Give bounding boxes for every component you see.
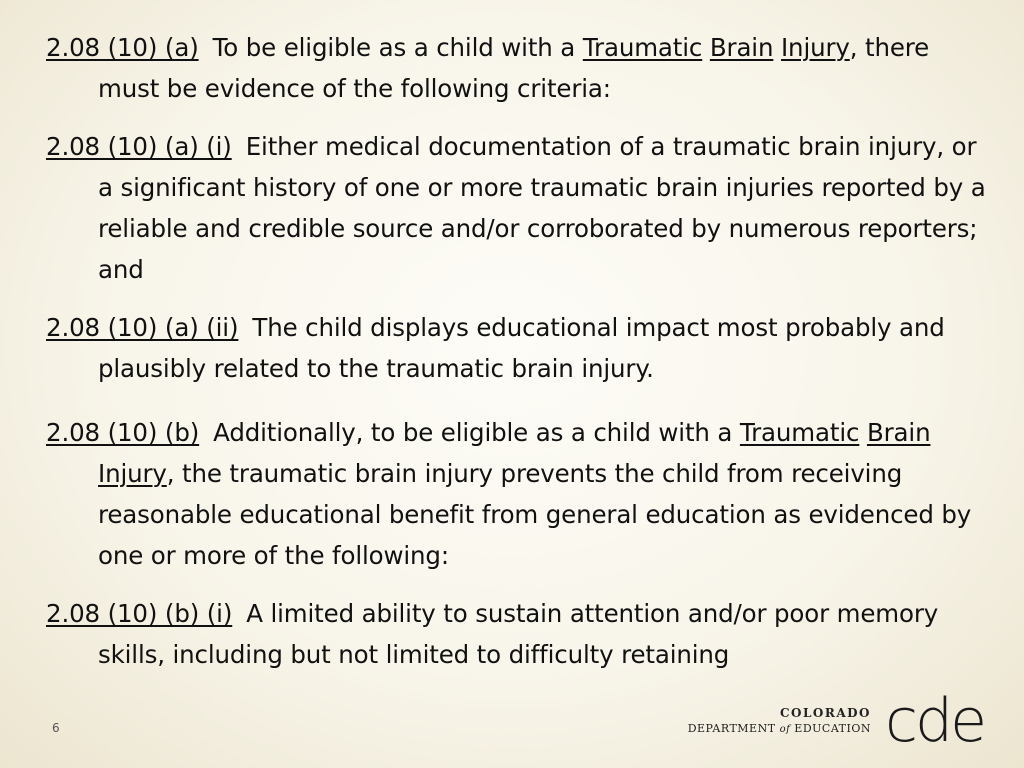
paragraph-text: The child displays educational impact most probably and plausibly related to the traumatic brain injury. — [98, 313, 945, 383]
paragraph-text: Additionally, to be eligible as a child with a — [213, 418, 740, 447]
paragraph-text: To be eligible as a child with a — [212, 33, 583, 62]
paragraph-2-08-10-a — [46, 27, 996, 109]
paragraph-2-08-10-b — [46, 412, 996, 576]
logo-text — [688, 705, 871, 738]
section-ref: 2.08 (10) (a) — [46, 33, 199, 62]
logo-colorado: COLORADO — [779, 705, 871, 720]
paragraph-text: , the traumatic brain injury prevents the child from receiving reasonable educational benefit from general education as evidenced by one or more of the following: — [98, 459, 972, 570]
section-ref: 2.08 (10) (b) (i) — [46, 599, 233, 628]
term-traumatic: Traumatic — [582, 33, 703, 62]
term-brain: Brain — [866, 418, 931, 447]
paragraph-2-08-10-a-i — [46, 126, 996, 290]
paragraph-2-08-10-b-i — [46, 593, 996, 675]
page-number: 6 — [52, 721, 60, 735]
paragraph-2-08-10-a-ii — [46, 307, 996, 389]
slide-body — [46, 27, 996, 692]
term-brain: Brain — [709, 33, 774, 62]
section-ref: 2.08 (10) (a) (ii) — [46, 313, 239, 342]
term-injury: Injury — [98, 459, 167, 488]
cde-logo-mark: cde — [885, 686, 984, 756]
paragraph-text: Either medical documentation of a traumatic brain injury, or a significant history of one or more traumatic brain injuries reported by a reliable and credible source and/or corroborated by numerous reporters; and — [98, 132, 986, 284]
section-ref: 2.08 (10) (a) (i) — [46, 132, 232, 161]
term-traumatic: Traumatic — [739, 418, 860, 447]
section-ref: 2.08 (10) (b) — [46, 418, 200, 447]
paragraph-text: A limited ability to sustain attention and/or poor memory skills, including but not limited to difficulty retaining — [98, 599, 939, 669]
cde-logo — [687, 686, 984, 756]
paragraph-text: , there must be evidence of the following criteria: — [98, 33, 930, 103]
term-injury: Injury — [780, 33, 850, 62]
logo-department: DEPARTMENT of EDUCATION — [687, 721, 871, 735]
